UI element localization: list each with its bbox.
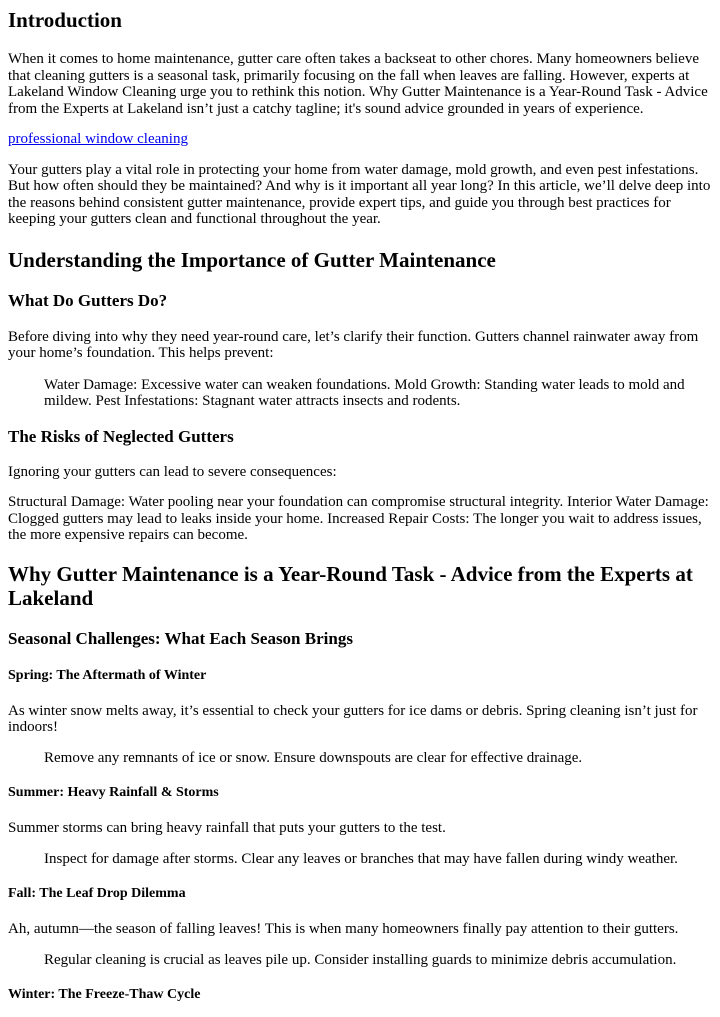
fall-quote: Regular cleaning is crucial as leaves pile up. Consider installing guards to minimize debris accumulation. <box>44 951 677 968</box>
fall-paragraph: Ah, autumn—the season of falling leaves! This is when many homeowners finally pay attention to their gutters. <box>8 921 679 937</box>
risks-paragraph-1: Ignoring your gutters can lead to severe consequences: <box>8 463 337 480</box>
spring-paragraph: As winter snow melts away, it’s essential to check your gutters for ice dams or debris. Spring cleaning isn’t just for indoors! <box>8 702 698 735</box>
what-gutters-do-paragraph: Before diving into why they need year-round care, let’s clarify their function. Gutters channel rainwater away from your home’s foundation. This helps prevent: <box>8 328 699 361</box>
importance-heading: Understanding the Importance of Gutter Maintenance <box>8 247 496 272</box>
intro-paragraph-1: When it comes to home maintenance, gutter care often takes a backseat to other chores. Many homeowners believe that cleaning gutters is a seasonal task, primarily focusing on the fall when leaves are falling. However, experts at Lakeland Window Cleaning urge you to rethink this notion. Why Gutter Maintenance is a Year-Round Task - Advice from the Experts at Lakeland isn’t just a catchy tagline; it's sound advice grounded in years of experience. <box>8 51 708 117</box>
spring-heading: Spring: The Aftermath of Winter <box>8 667 207 683</box>
winter-heading: Winter: The Freeze-Thaw Cycle <box>8 987 201 1002</box>
what-gutters-do-quote: Water Damage: Excessive water can weaken foundations. Mold Growth: Standing water leads to mold and mildew. Pest Infestations: Stagnant water attracts insects and rodents. <box>44 376 685 409</box>
summer-paragraph: Summer storms can bring heavy rainfall that puts your gutters to the test. <box>8 820 446 836</box>
professional-window-cleaning-link[interactable]: professional window cleaning <box>8 131 188 147</box>
summer-heading: Summer: Heavy Rainfall & Storms <box>8 785 219 800</box>
why-year-round-heading: Why Gutter Maintenance is a Year-Round Task - Advice from the Experts at Lakeland <box>8 561 693 610</box>
risks-paragraph-2: Structural Damage: Water pooling near your foundation can compromise structural integrity. Interior Water Damage: Clogged gutters may lead to leaks inside your home. Increased Repair Costs: The longer you wait to address issues, the more expensive repairs can become. <box>8 494 709 543</box>
link-paragraph <box>8 131 712 148</box>
what-gutters-do-heading: What Do Gutters Do? <box>8 290 168 310</box>
risks-heading: The Risks of Neglected Gutters <box>8 426 234 446</box>
intro-heading: Introduction <box>8 8 122 32</box>
spring-quote: Remove any remnants of ice or snow. Ensure downspouts are clear for effective drainage. <box>44 749 583 766</box>
seasonal-challenges-heading: Seasonal Challenges: What Each Season Brings <box>8 628 353 648</box>
intro-paragraph-2: Your gutters play a vital role in protecting your home from water damage, mold growth, and even pest infestations. But how often should they be maintained? And why is it important all year long? In this article, we’ll delve deep into the reasons behind consistent gutter maintenance, provide expert tips, and guide you through best practices for keeping your gutters clean and functional throughout the year. <box>8 161 711 227</box>
summer-quote: Inspect for damage after storms. Clear any leaves or branches that may have fallen during windy weather. <box>44 850 678 867</box>
fall-heading: Fall: The Leaf Drop Dilemma <box>8 886 186 901</box>
